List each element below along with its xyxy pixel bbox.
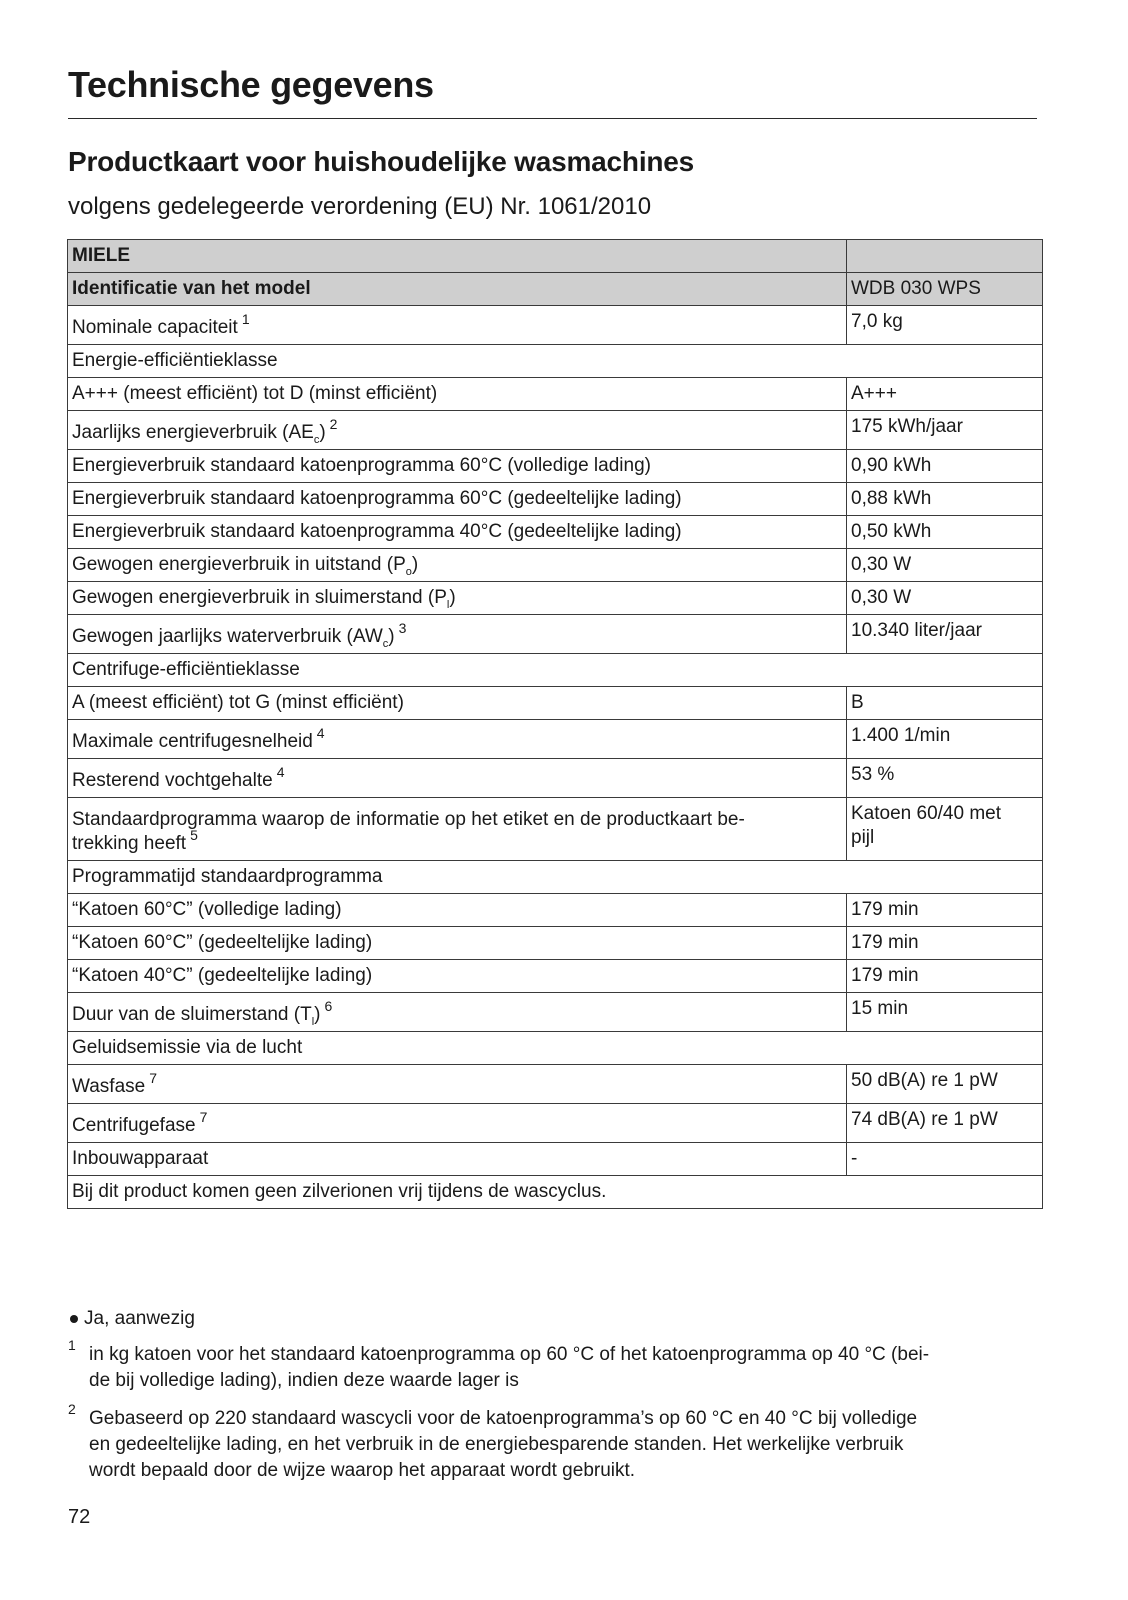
label-cell [68,582,847,615]
footnote-ref: 4 [276,763,285,780]
label-cell [68,516,847,549]
value-cell [847,483,1043,516]
page-number: 72 [68,1506,91,1528]
footnote-ref: 1 [241,310,250,327]
row-label: Programmatijd standaardprogramma [72,866,383,887]
label-suffix: ) [388,626,395,647]
label-cell [68,927,847,960]
brand-value-cell [847,240,1043,273]
bullet-dot-icon [70,1315,78,1323]
footnote-number: 1 [68,1337,76,1353]
product-fiche-table [67,239,1043,1209]
table-row [68,993,1043,1032]
value-cell [847,993,1043,1032]
label-cell [68,894,847,927]
section-label-cell [68,345,1043,378]
row-label: Gewogen energieverbruik in sluimerstand (P [72,587,447,608]
value-cell [847,960,1043,993]
legend-line [68,1306,1038,1332]
label-cell [68,615,847,654]
label-cell [68,378,847,411]
row-value: 0,30 W [851,587,912,608]
table-row [68,378,1043,411]
row-label: “Katoen 60°C” (volledige lading) [72,899,342,920]
row-label: Energieverbruik standaard katoenprogramma 60°C (gedeeltelijke lading) [72,488,682,509]
footnote-text: Gebaseerd op 220 standaard wascycli voor de katoenprogramma’s op 60 °C en 40 °C bij volledige [89,1408,918,1429]
table-row [68,615,1043,654]
row-label: Gewogen jaarlijks waterverbruik (AW [72,626,383,647]
row-label: Gewogen energieverbruik in uitstand (P [72,554,406,575]
row-value: 0,50 kWh [851,521,932,542]
section-label-cell [68,861,1043,894]
table-row [68,516,1043,549]
value-cell [847,615,1043,654]
label-subscript: l [311,1015,315,1028]
value-cell [847,516,1043,549]
row-value: 53 % [851,764,895,785]
row-label: Bij dit product komen geen zilverionen vrij tijdens de wascyclus. [72,1181,607,1202]
table-row [68,411,1043,450]
footnote-text: in kg katoen voor het standaard katoenprogramma op 60 °C of het katoenprogramma op 40 °C (bei- [89,1344,930,1365]
section-label-cell [68,1176,1043,1209]
row-value: 0,90 kWh [851,455,932,476]
table-row [68,861,1043,894]
model-value-cell: WDB 030 WPS [847,273,1043,306]
table-row [68,1143,1043,1176]
page-title: Technische gegevens [68,64,434,105]
label-cell [68,1143,847,1176]
row-value: Katoen 60/40 met [851,803,1001,824]
table-row [68,894,1043,927]
row-label: Maximale centrifugesnelheid [72,731,313,752]
row-value: 50 dB(A) re 1 pW [851,1070,998,1091]
row-label: Jaarlijks energieverbruik (AE [72,422,314,443]
value-cell [847,1065,1043,1104]
table-row [68,306,1043,345]
value-cell [847,927,1043,960]
label-cell [68,798,847,861]
label-subscript: l [446,598,450,611]
value-cell [847,687,1043,720]
table-row [68,450,1043,483]
table-row [68,1176,1043,1209]
table-row [68,1065,1043,1104]
value-cell [847,582,1043,615]
row-value: 10.340 liter/jaar [851,620,982,641]
table-row [68,654,1043,687]
table-row [68,798,1043,861]
footnote-ref: 6 [324,997,333,1014]
label-cell [68,993,847,1032]
row-value: 0,88 kWh [851,488,932,509]
row-value: 0,30 W [851,554,912,575]
footnote-ref: 7 [149,1069,158,1086]
row-value: 175 kWh/jaar [851,416,963,437]
label-cell [68,687,847,720]
row-label: Energieverbruik standaard katoenprogramma 60°C (volledige lading) [72,455,651,476]
row-label-continued: trekking heeft [72,833,187,854]
value-cell [847,1143,1043,1176]
row-label: Centrifuge-efficiëntieklasse [72,659,300,680]
row-value: 74 dB(A) re 1 pW [851,1109,998,1130]
table-row [68,687,1043,720]
label-cell [68,759,847,798]
value-cell [847,411,1043,450]
row-value: A+++ [851,383,897,404]
label-subscript: o [405,565,412,578]
table-row [68,960,1043,993]
table-row-brand [68,240,1043,273]
row-label: Centrifugefase [72,1115,196,1136]
table-row [68,582,1043,615]
label-cell [68,306,847,345]
row-label: Resterend vochtgehalte [72,770,273,791]
label-cell [68,720,847,759]
table-row [68,483,1043,516]
row-value: 7,0 kg [851,311,903,332]
row-value: 179 min [851,899,919,920]
table-row [68,927,1043,960]
brand-cell: MIELE [68,240,847,273]
footnote-ref: 7 [199,1108,208,1125]
label-cell [68,483,847,516]
label-cell [68,960,847,993]
value-cell [847,720,1043,759]
label-suffix: ) [319,422,326,443]
value-cell [847,894,1043,927]
model-label-cell: Identificatie van het model [68,273,847,306]
row-value-continued: pijl [851,827,875,848]
label-cell [68,1104,847,1143]
label-suffix: ) [314,1004,321,1025]
table-row [68,1104,1043,1143]
title-divider [68,118,1037,119]
value-cell [847,378,1043,411]
table-row [68,1032,1043,1065]
label-suffix: ) [449,587,456,608]
footnote-number: 2 [68,1401,76,1417]
value-cell [847,1104,1043,1143]
row-value: 179 min [851,965,919,986]
footnote-text: en gedeeltelijke lading, en het verbruik in de energiebesparende standen. Het werkelijke verbruik [89,1434,904,1455]
footnote-ref: 2 [329,415,338,432]
section-label-cell [68,1032,1043,1065]
row-value: 15 min [851,998,909,1019]
footnote-ref: 5 [190,826,198,843]
row-label: Energieverbruik standaard katoenprogramma 40°C (gedeeltelijke lading) [72,521,682,542]
table-row [68,549,1043,582]
row-label: “Katoen 60°C” (gedeeltelijke lading) [72,932,373,953]
label-subscript: c [313,433,320,446]
footnote-text: de bij volledige lading), indien deze waarde lager is [89,1370,519,1391]
footnote-text: wordt bepaald door de wijze waarop het apparaat wordt gebruikt. [89,1460,636,1481]
section-label-cell [68,654,1043,687]
table-row [68,759,1043,798]
label-cell [68,450,847,483]
label-cell [68,549,847,582]
row-label: Wasfase [72,1076,146,1097]
label-subscript: c [382,637,389,650]
row-label: Energie-efficiëntieklasse [72,350,278,371]
table-row [68,345,1043,378]
row-label: A+++ (meest efficiënt) tot D (minst efficiënt) [72,383,438,404]
table-row-model [68,273,1043,306]
table-row [68,720,1043,759]
legend-text: Ja, aanwezig [84,1308,195,1329]
value-cell [847,549,1043,582]
row-label: Nominale capaciteit [72,317,238,338]
value-cell [847,798,1043,861]
regulation-subtitle: volgens gedelegeerde verordening (EU) Nr. 1061/2010 [68,193,652,220]
row-value: - [851,1148,858,1169]
footnote-1 [68,1337,1038,1394]
label-cell [68,411,847,450]
row-label: Duur van de sluimerstand (T [72,1004,312,1025]
row-label: A (meest efficiënt) tot G (minst efficiënt) [72,692,404,713]
row-value: 1.400 1/min [851,725,951,746]
footnote-ref: 3 [398,619,407,636]
row-value: B [851,692,864,713]
label-cell [68,1065,847,1104]
section-title: Productkaart voor huishoudelijke wasmachines [68,146,695,177]
footnotes [68,1306,1038,1496]
value-cell [847,759,1043,798]
footnote-2 [68,1401,1038,1484]
row-label: Geluidsemissie via de lucht [72,1037,303,1058]
row-value: 179 min [851,932,919,953]
footnote-ref: 4 [316,724,325,741]
value-cell [847,306,1043,345]
label-suffix: ) [411,554,419,575]
row-label: Standaardprogramma waarop de informatie op het etiket en de productkaart be- [72,809,745,830]
value-cell [847,450,1043,483]
row-label: “Katoen 40°C” (gedeeltelijke lading) [72,965,373,986]
row-label: Inbouwapparaat [72,1148,209,1169]
